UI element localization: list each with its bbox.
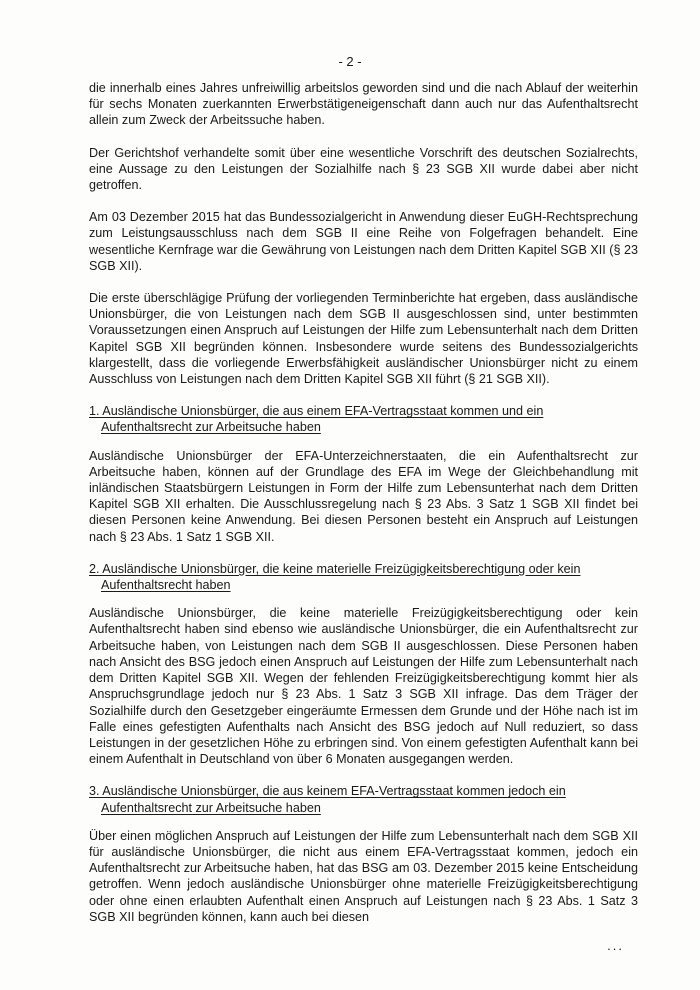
paragraph: Am 03 Dezember 2015 hat das Bundessozialgericht in Anwendung dieser EuGH-Rechtsprechung zum Leistungsausschluss nach dem SGB II eine Reihe von Folgefragen behandelt. Eine wesentliche Kernfrage war die Gewährung von Leistungen nach dem Dritten Kapitel SGB XII (§ 23 SGB XII). bbox=[89, 210, 638, 273]
paragraph: die innerhalb eines Jahres unfreiwillig arbeitslos geworden sind und die nach Ablauf der weiterhin für sechs Monaten zuerkannten Erwerbstätigeneigenschaft dann auch nur das Aufenthaltsrecht allein zum Zweck der Arbeitssuche haben. bbox=[89, 81, 638, 128]
section-heading-line: Aufenthaltsrecht haben bbox=[101, 578, 231, 593]
section-heading-2 bbox=[89, 561, 638, 593]
section-heading-3 bbox=[89, 783, 638, 815]
continuation-marker: ... bbox=[607, 938, 624, 953]
section-heading-line: Aufenthaltsrecht zur Arbeitsuche haben bbox=[101, 800, 321, 815]
section-heading-1 bbox=[89, 403, 638, 435]
page-number: - 2 - bbox=[338, 54, 362, 69]
section-heading-line: 3. Ausländische Unionsbürger, die aus keinem EFA-Vertragsstaat kommen jedoch ein bbox=[89, 784, 566, 799]
section-heading-line: 1. Ausländische Unionsbürger, die aus einem EFA-Vertragsstaat kommen und ein bbox=[89, 404, 544, 419]
section-text-1: Ausländische Unionsbürger der EFA-Unterzeichnerstaaten, die ein Aufenthaltsrecht zur Arbeitsuche haben, können auf der Grundlage des EFA im Wege der Gleichbehandlung mit inländischen Staatsbürgern Leistungen in Form der Hilfe zum Lebensunterhat nach dem Dritten Kapitel SGB XII erhalten. Die Ausschlussregelung nach § 23 Abs. 3 Satz 1 SGB XII findet bei diesen Personen keine Anwendung. Bei diesen Personen besteht ein Anspruch auf Leistungen nach § 23 Abs. 1 Satz 1 SGB XII. bbox=[89, 448, 638, 544]
section-heading-line: 2. Ausländische Unionsbürger, die keine materielle Freizügigkeitsberechtigung oder kein bbox=[89, 561, 581, 576]
document-body bbox=[89, 80, 638, 925]
paragraph: Der Gerichtshof verhandelte somit über eine wesentliche Vorschrift des deutschen Sozialrechts, eine Aussage zu den Leistungen der Sozialhilfe nach § 23 SGB XII wurde dabei aber nicht getroffen. bbox=[89, 145, 638, 193]
paragraph: Die erste überschlägige Prüfung der vorliegenden Terminberichte hat ergeben, dass ausländische Unionsbürger, die von Leistungen nach dem SGB II ausgeschlossen sind, unter bestimmten Voraussetzungen einen Anspruch auf Leistungen der Hilfe zum Lebensunterhalt nach dem Dritten Kapitel SGB XII begründen können. Insbesondere wurde seitens des Bundessozialgerichts klargestellt, dass die vorliegende Erwerbsfähigkeit ausländischer Unionsbürger nicht zu einem Ausschluss von Leistungen nach dem Dritten Kapitel SGB XII führt (§ 21 SGB XII). bbox=[89, 291, 638, 387]
section-text-3: Über einen möglichen Anspruch auf Leistungen der Hilfe zum Lebensunterhalt nach dem SGB XII für ausländische Unionsbürger, die nicht aus einem EFA-Vertragsstaat kommen, jedoch ein Aufenthaltsrecht zur Arbeitsuche haben, hat das BSG am 03. Dezember 2015 keine Entscheidung getroffen. Wenn jedoch ausländische Unionsbürger ohne materielle Freizügigkeitsberechtigung oder ohne einen erlaubten Aufenthalt einen Anspruch auf Leistungen nach § 23 Abs. 1 Satz 3 SGB XII begründen können, kann auch bei diesen bbox=[89, 828, 638, 924]
section-text-2: Ausländische Unionsbürger, die keine materielle Freizügigkeitsberechtigung oder kein Aufenthaltsrecht haben sind ebenso wie ausländische Unionsbürger, die ein Aufenthaltsrecht zur Arbeitsuche haben, von Leistungen nach dem SGB II ausgeschlossen. Diese Personen haben nach Ansicht des BSG jedoch einen Anspruch auf Leistungen der Hilfe zum Lebensunterhalt nach dem Dritten Kapitel SGB XII. Wegen der fehlenden Freizügigkeitsberechtigung kommt hier als Anspruchsgrundlage jedoch nur § 23 Abs. 1 Satz 3 SGB XII infrage. Das dem Träger der Sozialhilfe durch den Gesetzgeber eingeräumte Ermessen dem Grunde und der Höhe nach ist im Falle eines gefestigten Aufenthalts nach Ansicht des BSG jedoch auf Null reduziert, so dass Leistungen in der gesetzlichen Höhe zu erbringen sind. Von einem gefestigten Aufenthalt kann bei einem Aufenthalt in Deutschland von über 6 Monaten ausgegangen werden. bbox=[89, 606, 638, 767]
section-heading-line: Aufenthaltsrecht zur Arbeitsuche haben bbox=[101, 420, 321, 435]
